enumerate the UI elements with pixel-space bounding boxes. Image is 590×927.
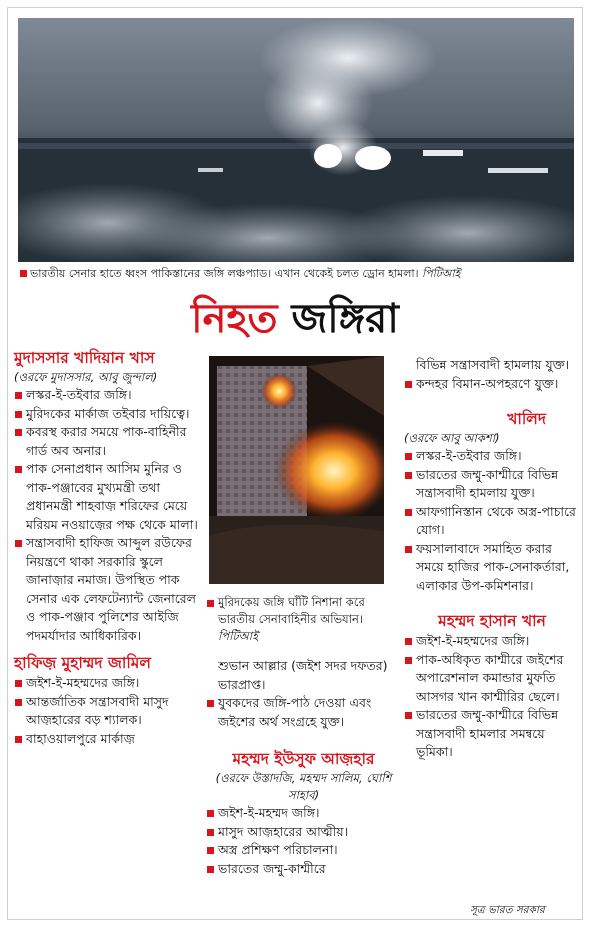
bullet-square-icon xyxy=(15,411,22,418)
bullet-square-icon xyxy=(405,453,412,460)
bullet-square-icon xyxy=(207,866,214,873)
paragraph-continuation: বিভিন্ন সন্ত্রাসবাদী হামলায় যুক্ত। xyxy=(416,357,570,372)
list-item: কন্দহর বিমান-অপহরণে যুক্ত। xyxy=(404,375,580,394)
column-right xyxy=(404,356,580,762)
photo-credit: পিটিআই xyxy=(422,267,461,280)
list-item: পাক-অধিকৃত কাশ্মীরে জইশের অপারেশনাল কমান্ডার মুফতি আসগর খান কাশ্মীরির ছেলে। xyxy=(404,651,580,707)
list-item: আন্তর্জাতিক সন্ত্রাসবাদী মাসুদ আজ়হারের বড় শ্যালক। xyxy=(14,693,204,730)
middle-photo-fire xyxy=(209,356,384,584)
source-credit: সূত্র ভারত সরকার xyxy=(470,904,545,916)
profile-alias: (ওরফে মুদাসসার, আবু জুন্দাল) xyxy=(14,370,158,384)
bullet-square-icon xyxy=(207,810,214,817)
profile-alias: (ওরফে আবু আকশা) xyxy=(404,431,500,445)
list-item: ভারতের জম্মু-কাশ্মীরে xyxy=(206,860,401,879)
bullet-square-icon xyxy=(15,736,22,743)
list-item: জইশ-ই-মহম্মদের জঙ্গি। xyxy=(14,674,204,693)
bullet-square-icon xyxy=(405,509,412,516)
bullet-square-icon xyxy=(405,712,412,719)
list-item: পাক সেনাপ্রধান আসিম মুনির ও পাক-পঞ্জাবের মুখ্যমন্ত্রী তথা প্রধানমন্ত্রী শাহবাজ় শরিফের মেয়ে মরিয়ম নওয়াজ়ের পক্ষ থেকে মালা। xyxy=(14,460,204,534)
top-photo-caption xyxy=(18,266,574,282)
list-item: যুবকদের জঙ্গি-পাঠ দেওয়া এবং জইশের অর্থ সংগ্রহে যুক্ত। xyxy=(206,694,401,731)
profile-name-yusuf: মহম্মদ ইউসুফ আজ়হার xyxy=(232,750,375,768)
bullet-square-icon xyxy=(405,546,412,553)
list-item: লস্কর-ই-তইবার জঙ্গি। xyxy=(404,447,580,466)
list-item: কবরস্থ করার সময়ে পাক-বাহিনীর গার্ড অব অনার। xyxy=(14,423,204,460)
bullet-square-icon xyxy=(207,600,214,607)
bullet-square-icon xyxy=(207,829,214,836)
list-item: ভারতের জম্মু-কাশ্মীরে বিভিন্ন সন্ত্রাসবাদী হামলায় যুক্ত। xyxy=(404,466,580,503)
profile-name-hasan: মহম্মদ হাসান খান xyxy=(438,612,546,630)
headline xyxy=(0,292,590,346)
column-left xyxy=(14,348,204,748)
photo-credit: পিটিআই xyxy=(218,629,259,643)
profile-name-khalid: খালিদ xyxy=(507,410,546,428)
caption-text: ভারতীয় সেনার হাতে ধ্বংস পাকিস্তানের জঙ্গি লঞ্চপ্যাড। এখান থেকেই চলত ড্রোন হামলা। xyxy=(30,267,419,280)
list-item: মুরিদকের মার্কাজ তইবার দায়িত্বে। xyxy=(14,405,204,424)
list-item: জইশ-ই-মহম্মদের জঙ্গি। xyxy=(404,632,580,651)
headline-black: জঙ্গিরা xyxy=(291,295,399,342)
bullet-square-icon xyxy=(207,847,214,854)
bullet-square-icon xyxy=(15,680,22,687)
headline-red: নিহত xyxy=(191,295,278,342)
list-item: ফয়সালাবাদে সমাহিত করার সময়ে হাজির পাক-সেনাকর্তারা, এলাকার উপ-কমিশনার। xyxy=(404,540,580,596)
bullet-square-icon xyxy=(20,270,27,277)
profile-alias: (ওরফে উস্তাদজি, মহম্মদ সালিম, ঘোশি সাহাব) xyxy=(215,771,392,802)
paragraph-continuation: শুভান আল্লার (জইশ সদর দফতর) ভারপ্রাপ্ত। xyxy=(218,658,388,692)
list-item: জইশ-ই-মহম্মদ জঙ্গি। xyxy=(206,804,401,823)
bullet-square-icon xyxy=(15,540,22,547)
profile-name-hafiz: হাফিজ় মুহাম্মদ জামিল xyxy=(14,654,151,672)
bullet-square-icon xyxy=(405,381,412,388)
middle-photo-caption: মুরিদকেয় জঙ্গি ঘাঁটি নিশানা করে ভারতীয় সেনাবাহিনীর অভিযান। পিটিআই xyxy=(206,594,401,645)
list-item: মাসুদ আজ়হারের আত্মীয়। xyxy=(206,823,401,842)
bullet-square-icon xyxy=(15,429,22,436)
top-photo-launchpad xyxy=(18,18,574,262)
list-item: বাহাওয়ালপুরে মার্কাজ় xyxy=(14,730,204,749)
list-item: ভারতের জম্মু-কাশ্মীরে বিভিন্ন সন্ত্রাসবাদী হামলার সমন্বয়ে ভূমিকা। xyxy=(404,706,580,762)
bullet-square-icon xyxy=(405,657,412,664)
bullet-square-icon xyxy=(15,466,22,473)
list-item: অস্ত্র প্রশিক্ষণ পরিচালনা। xyxy=(206,841,401,860)
bullet-square-icon xyxy=(207,700,214,707)
list-item: লস্কর-ই-তইবার জঙ্গি। xyxy=(14,386,204,405)
bullet-square-icon xyxy=(15,392,22,399)
column-middle xyxy=(206,356,401,878)
bullet-square-icon xyxy=(405,638,412,645)
profile-name-mudassar: মুদাসসার খাদিয়ান খাস xyxy=(14,349,155,367)
bullet-square-icon xyxy=(405,472,412,479)
list-item: সন্ত্রাসবাদী হাফিজ আব্দুল রউফের নিয়ন্ত্রণে থাকা সরকারি স্কুলে জানাজ়ার নমাজ। উপস্থিত পাক সেনার এক লেফটেন্যান্ট জেনারেল ও পাক-পঞ্জাব পুলিশের আইজি পদমর্যাদার আধিকারিক। xyxy=(14,534,204,645)
bullet-square-icon xyxy=(15,699,22,706)
list-item: আফগানিস্তান থেকে অস্ত্র-পাচারে যোগ। xyxy=(404,503,580,540)
